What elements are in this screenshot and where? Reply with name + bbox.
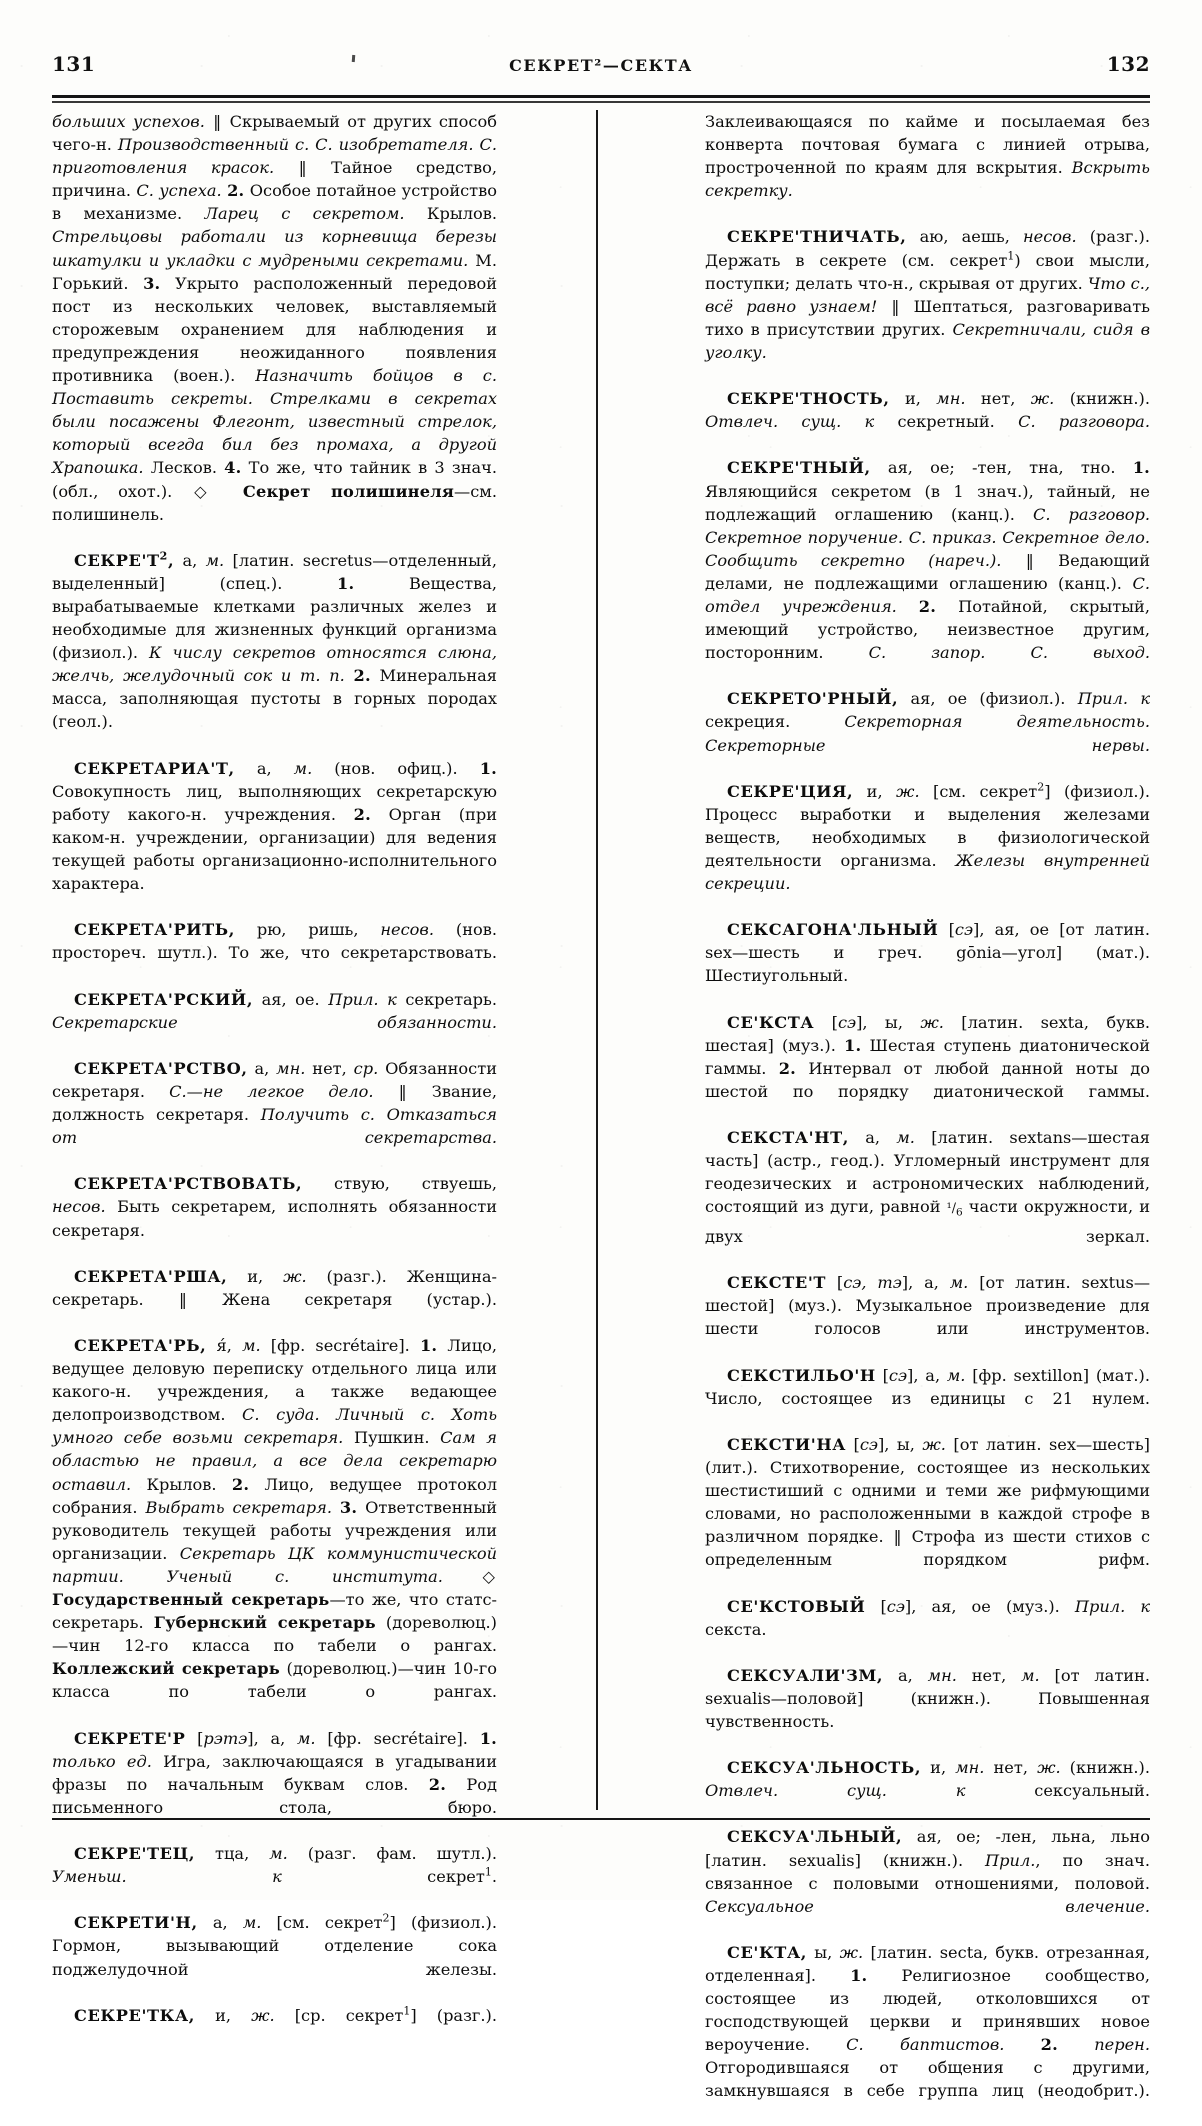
entry-sekstant: СЕКСТА'НТ, а, м. [латин. sextans—шестая часть] (астр., геод.). Угломерный инструмент для геодезических и астрономических наблюдений, состоящий из дуги, равной $^1/_6$ части окружности, и двух зеркал. (705, 1128, 1150, 1247)
entry-sekstina: СЕКСТИ'НА [сэ], ы, ж. [от латин. sex—шесть] (лит.). Стихотворение, состоящее из нескольких шестистиший с одними и теми же рифмующими словами, но расположенными в каждой строфе в различном порядке. ‖ Строфа из шести стихов с определенным порядком рифм. (705, 1434, 1151, 1570)
entry-sekretets: СЕКРЕ'ТЕЦ, тца, м. (разг. фам. шутл.). Уменьш. к секрет$^1$. (52, 1844, 498, 1887)
entry-seksagonalnyy: СЕКСАГОНА'ЛЬНЫЙ [сэ], ая, ое [от латин. sex—шесть и греч. gōnia—угол] (мат.). Шестиугольный. (705, 920, 1150, 986)
entry-sekret-2: $СЕКРЕ'Т^2$, а, м. [латин. secretus—отделенный, выделенный] (спец.). 1. Вещества, вырабатываемые клетками различных желез и необходимые для жизненных функций организма (физиол.). К числу секретов относятся слюна, желчь, желудочный сок и т. п. 2. Минеральная масса, заполняющая пустоты в горных породах (геол.). (52, 549, 498, 732)
entry-seksualizm: СЕКСУАЛИ'ЗМ, а, мн. нет, м. [от латин. sexualis—половой] (книжн.). Повышенная чувственность. (705, 1665, 1151, 1731)
entry-sekstet: СЕКСТЕ'Т [сэ, тэ], а, м. [от латин. sextus—шестой] (муз.). Музыкальное произведение для шести голосов или инструментов. (705, 1273, 1150, 1339)
entry-sekretariat: СЕКРЕТАРИА'Т, а, м. (нов. офиц.). 1. Совокупность лиц, выполняющих секретарскую работу какого-н. учреждения. 2. Орган (при каком-н. учреждении, организации) для ведения текущей работы организационно-исполнительного характера. (52, 758, 497, 894)
entry-sekretsiya: СЕКРЕ'ЦИЯ, и, ж. [см. секрет$^2$] (физиол.). Процесс выработки и выделения железами веществ, необходимых в физиологической деятельности организма. Железы внутренней секреции. (705, 780, 1150, 894)
column-divider (596, 110, 598, 1810)
header-rule-upper (52, 95, 1150, 98)
entry-sekretarstvo: СЕКРЕТА'РСТВО, а, мн. нет, ср. Обязанности секретаря. С.—не легкое дело. ‖ Звание, должность секретаря. Получить с. Отказаться от секретарства. (52, 1058, 497, 1148)
entry-sekretnost: СЕКРЕ'ТНОСТЬ, и, мн. нет, ж. (книжн.). Отвлеч. сущ. к секретный. С. разговора. (705, 389, 1150, 432)
folio-left: 131 (52, 52, 96, 76)
entry-sekretka: СЕКРЕ'ТКА, и, ж. [ср. секрет$^1$] (разг.). (74, 2004, 497, 2025)
entry-sekstovyy: СЕ'КСТОВЫЙ [сэ], ая, ое (муз.). Прил. к секста. (705, 1596, 1151, 1639)
entry-seksta: СЕ'КСТА [сэ], ы, ж. [латин. sexta, букв. шестая] (муз.). 1. Шестая ступень диатонической гаммы. 2. Интервал от любой данной ноты до шестой по порядку диатонической гаммы. (705, 1012, 1150, 1101)
entry-sekreter: СЕКРЕТЕ'Р [рэтэ], а, м. [фр. secrétaire]. 1. только ед. Игра, заключающаяся в угадывании фразы по начальным буквам слов. 2. Род письменного стола, бюро. (52, 1728, 497, 1817)
idiom-diamond-icon-2: ◇ (444, 1566, 495, 1586)
entry-seksualnost: СЕКСУА'ЛЬНОСТЬ, и, мн. нет, ж. (книжн.). Отвлеч. сущ. к сексуальный. (705, 1758, 1150, 1801)
entry-sekretin: СЕКРЕТИ'Н, а, м. [см. секрет$^2$] (физиол.). Гормон, вызывающий отделение сока поджелудочной железы. (52, 1911, 498, 1979)
entry-sekstilion: СЕКСТИЛЬО'Н [сэ], а, м. [фр. sextillon] (мат.). Число, состоящее из единицы с 21 нулем. (705, 1365, 1150, 1408)
running-head (52, 52, 1150, 86)
running-title: СЕКРЕТ²—СЕКТА (509, 56, 693, 75)
entry-sekretarsha: СЕКРЕТА'РША, и, ж. (разг.). Женщина-секретарь. ‖ Жена секретаря (устар.). (52, 1266, 497, 1309)
entry-sekretnichat: СЕКРЕ'ТНИЧАТЬ, аю, аешь, несов. (разг.). Держать в секрете (см. секрет$^1$) свои мысли, поступки; делать что-н., скрывая от других. Что с., всё равно узнаем! ‖ Шептаться, разговаривать тихо в присутствии других. Секретничали, сидя в уголку. (705, 227, 1150, 362)
entry-sekretar: СЕКРЕТА'РЬ, я́, м. [фр. secrétaire]. 1. Лицо, ведущее деловую переписку отдельного лица или какого-н. учреждения, а также ведающее делопроизводством. С. суда. Личный с. Хоть умного себе возьми секретаря. Пушкин. Сам я областью не правил, а все дела секретарю оставил. Крылов. 2. Лицо, ведущее протокол собрания. Выбрать секретаря. 3. Ответственный руководитель текущей работы учреждения или организации. Секретарь ЦК коммунистической партии. Ученый с. института. ◇ Государственный секретарь—то же, что статс-секретарь. Губернский секретарь (дореволюц.)—чин 12-го класса по табели о рангах. Коллежский секретарь (дореволюц.)—чин 10-го класса по табели о рангах. (52, 1335, 498, 1702)
column-left (52, 110, 497, 2050)
column-right (705, 110, 1150, 2126)
entry-sekretornyy: СЕКРЕТО'РНЫЙ, ая, ое (физиол.). Прил. к секреция. Секреторная деятельность. Секреторные нервы. (705, 689, 1150, 755)
idiom-diamond-icon: ◇ (194, 481, 222, 501)
entry-sekretarstvovat: СЕКРЕТА'РСТВОВАТЬ, ствую, ствуешь, несов. Быть секретарем, исполнять обязанности секретаря. (52, 1174, 497, 1240)
header-rule-lower (52, 101, 1150, 103)
folio-right: 132 (1106, 52, 1150, 76)
entry-sekta: СЕ'КТА, ы, ж. [латин. secta, букв. отрезанная, отделенная]. 1. Религиозное сообщество, состоящее из людей, отколовшихся от господствующей церкви и принявших новое вероучение. С. баптистов. 2. перен. Отгородившаяся от общения с другими, замкнувшаяся в себе группа лиц (неодобрит.). (705, 1942, 1150, 2101)
entry-seksualnyy: СЕКСУА'ЛЬНЫЙ, ая, ое; -лен, льна, льно [латин. sexualis] (книжн.). Прил., по знач. связанное с половыми отношениями, половой. Сексуальное влечение. (705, 1827, 1151, 1916)
entry-sekretarskiy: СЕКРЕТА'РСКИЙ, ая, ое. Прил. к секретарь. Секретарские обязанности. (52, 989, 498, 1032)
entry-continuation-sekretka: Заклеивающаяся по кайме и посылаемая без конверта почтовая бумага с линией отрыва, простроченной по краям для вскрытия. Вскрыть секретку. (705, 112, 1150, 201)
entry-continuation-secret1: больших успехов. ‖ Скрываемый от других способ чего-н. Производственный с. С. изобретателя. С. приготовления красок. ‖ Тайное средство, причина. С. успеха. 2. Особое потайное устройство в механизме. Ларец с секретом. Крылов. Стрельцовы работали из корневища березы шкатулки и укладки с мудреными секретами. М. Горький. 3. Укрыто расположенный передовой пост из нескольких человек, выставляемый сторожевым охранением для наблюдения и предупреждения неожиданного появления противника (воен.). Назначить бойцов в с. Поставить секреты. Стрелками в секретах были посажены Флегонт, известный стрелок, который всегда бил без промаха, а другой Храпошка. Лесков. 4. То же, что тайник в 3 знач. (обл., охот.). ◇ Секрет полишинеля—см. полишинель. (52, 112, 497, 524)
entry-sekretnyy: СЕКРЕ'ТНЫЙ, ая, ое; -тен, тна, тно. 1. Являющийся секретом (в 1 знач.), тайный, не подлежащий оглашению (канц.). С. разговор. Секретное поручение. С. приказ. Секретное дело. Сообщить секретно (нареч.). ‖ Ведающий делами, не подлежащими оглашению (канц.). С. отдел учреждения. 2. Потайной, скрытый, имеющий устройство, неизвестное другим, посторонним. С. запор. С. выход. (705, 458, 1150, 663)
entry-sekretarit: СЕКРЕТА'РИТЬ, рю, ришь, несов. (нов. простореч. шутл.). То же, что секретарствовать. (52, 920, 497, 963)
